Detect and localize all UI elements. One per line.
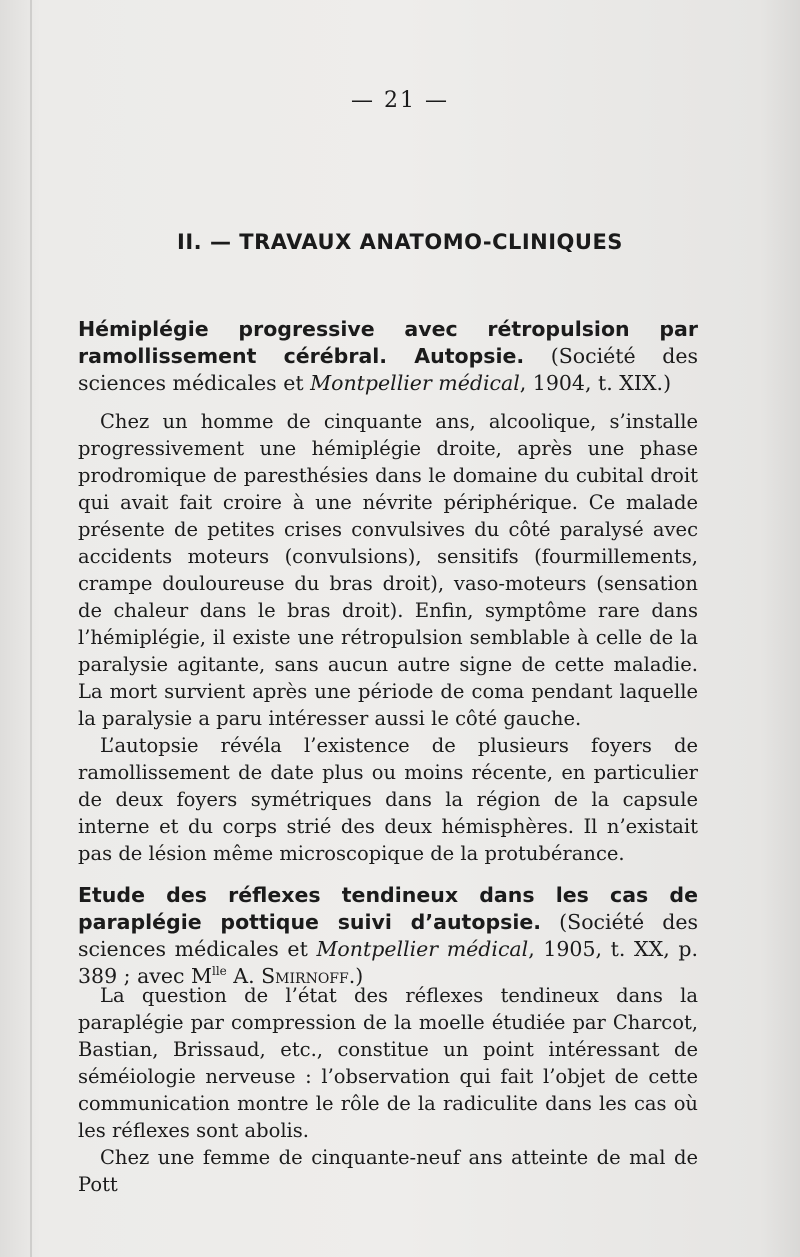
entry-heading-1 [78,316,698,397]
entry-heading-2 [78,882,698,990]
entry-title: Hémiplégie progressive avec rétropulsion par ramollissement cérébral. Autopsie. [78,317,698,368]
entry-body-1 [78,408,698,867]
citation-society: (Société des sciences médicales et [78,344,698,395]
paragraph: Chez une femme de cinquante-neuf ans atteinte de mal de Pott [78,1146,698,1196]
paragraph: Chez un homme de cinquante ans, alcoolique, s’installe progressivement une hémiplégie droite, après une phase prodromique de paresthésies dans le domaine du cubital droit qui avait fait croire à une névrite périphérique. Ce malade présente de petites crises convulsives du côté paralysé avec accidents moteurs (convulsions), sensitifs (fourmillements, crampe douloureuse du bras droit), vaso-moteurs (sensation de chaleur dans le bras droit). Enfin, symptôme rare dans l’hémiplégie, il existe une rétropulsion semblable à celle de la paralysie agitante, sans aucun autre signe de cette maladie. La mort survient après une période de coma pendant laquelle la paralysie a paru intéresser aussi le côté gauche. [78,410,698,730]
entry-title: Etude des réflexes tendineux dans les cas de paraplégie pottique suivi d’autopsie. [78,883,698,934]
citation-close: ) [355,964,364,988]
entry-body-2 [78,982,698,1198]
page-number: — 21 — [351,88,449,113]
paragraph: L’autopsie révéla l’existence de plusieurs foyers de ramollissement de date plus ou moins récente, en particulier de deux foyers symétriques dans la région de la capsule interne et du corps strié des deux hémisphères. Il n’existait pas de lésion même microscopique de la protubérance. [78,734,698,865]
citation-title-sup: lle [212,964,227,979]
citation-journal: Montpellier médical [310,371,520,395]
citation-journal: Montpellier médical [316,937,529,961]
page-edge-shadow [30,0,32,1257]
paragraph: La question de l’état des réflexes tendineux dans la paraplégie par compression de la moelle étudiée par Charcot, Bastian, Brissaud, etc., constitue un point intéressant de séméiologie nerveuse : l’observation qui fait l’objet de cette communication montre le rôle de la radiculite dans les cas où les réflexes sont abolis. [78,984,698,1142]
citation-volume: , 1904, t. XIX.) [519,371,672,395]
section-title: II. — TRAVAUX ANATOMO-CLINIQUES [177,230,623,254]
citation-volume: , 1905, t. XX, p. 389 ; avec M [78,937,699,988]
citation-coauthor: A. Smirnoff. [226,964,356,988]
citation-society: (Société des sciences médicales et [78,910,698,961]
